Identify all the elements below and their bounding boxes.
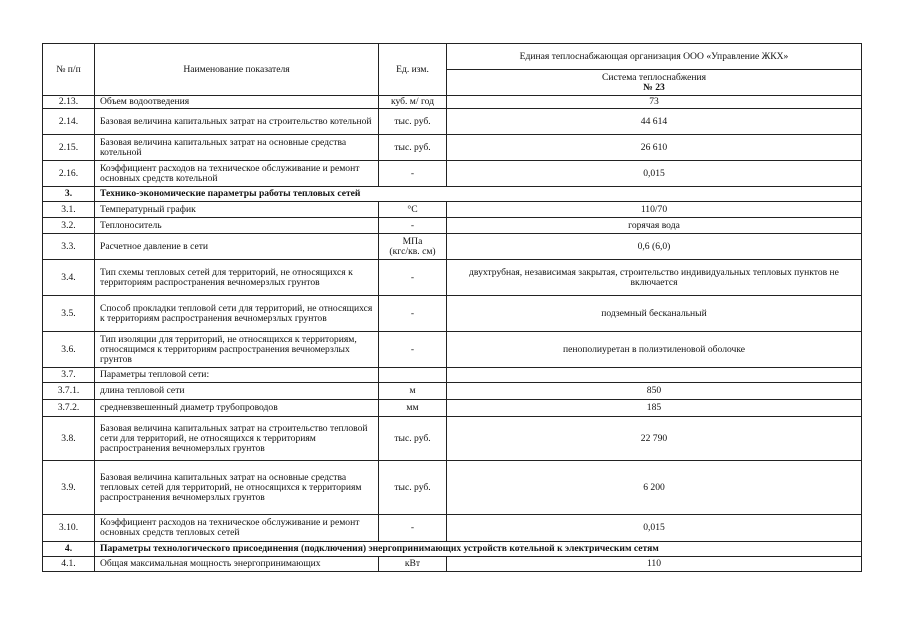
row-unit: м xyxy=(379,383,447,400)
table-row xyxy=(43,461,862,515)
row-unit: - xyxy=(379,260,447,296)
row-num: 2.13. xyxy=(43,96,95,109)
row-name: средневзвешенный диаметр трубопроводов xyxy=(95,400,379,417)
header-system-num: № 23 xyxy=(643,81,665,93)
header-row xyxy=(43,44,862,70)
table-row xyxy=(43,161,862,187)
row-value: 73 xyxy=(447,96,862,109)
row-num: 3.2. xyxy=(43,218,95,234)
row-value: пенополиуретан в полиэтиленовой оболочке xyxy=(447,332,862,368)
table-row xyxy=(43,218,862,234)
section-row xyxy=(43,542,862,557)
table-row xyxy=(43,296,862,332)
row-value: 22 790 xyxy=(447,417,862,461)
table-row xyxy=(43,332,862,368)
row-num: 2.16. xyxy=(43,161,95,187)
row-value: 44 614 xyxy=(447,109,862,135)
section-num: 3. xyxy=(43,187,95,202)
row-num: 3.6. xyxy=(43,332,95,368)
row-unit: °С xyxy=(379,202,447,218)
row-name: Объем водоотведения xyxy=(95,96,379,109)
row-name: Теплоноситель xyxy=(95,218,379,234)
row-unit xyxy=(379,368,447,383)
row-unit: мм xyxy=(379,400,447,417)
table-row xyxy=(43,260,862,296)
row-value: 0,015 xyxy=(447,515,862,542)
table-row xyxy=(43,135,862,161)
indicators-table xyxy=(42,43,862,572)
header-org: Единая теплоснабжающая организация ООО «Управление ЖКХ» xyxy=(447,44,862,70)
row-num: 3.7.1. xyxy=(43,383,95,400)
row-value: подземный бесканальный xyxy=(447,296,862,332)
row-name: Базовая величина капитальных затрат на строительство тепловой сети для территорий, не относящихся к территориям распространения вечномерзлых грунтов xyxy=(95,417,379,461)
table-row xyxy=(43,109,862,135)
row-name: длина тепловой сети xyxy=(95,383,379,400)
row-name: Базовая величина капитальных затрат на основные средства тепловых сетей для территорий, не относящихся к территориям распространения вечномерзлых грунтов xyxy=(95,461,379,515)
row-name: Расчетное давление в сети xyxy=(95,234,379,260)
row-unit: тыс. руб. xyxy=(379,109,447,135)
table-row xyxy=(43,96,862,109)
row-value: 26 610 xyxy=(447,135,862,161)
row-num: 3.8. xyxy=(43,417,95,461)
row-unit xyxy=(379,234,447,260)
row-num: 3.1. xyxy=(43,202,95,218)
row-unit: тыс. руб. xyxy=(379,135,447,161)
row-unit: - xyxy=(379,515,447,542)
row-value: 850 xyxy=(447,383,862,400)
row-name: Способ прокладки тепловой сети для территорий, не относящихся к территориям распространения вечномерзлых грунтов xyxy=(95,296,379,332)
row-name: Тип изоляции для территорий, не относящихся к территориям, относящимся к территориям распространения вечномерзлых грунтов xyxy=(95,332,379,368)
table-row xyxy=(43,383,862,400)
row-value: горячая вода xyxy=(447,218,862,234)
section-title: Параметры технологического присоединения (подключения) энергопринимающих устройств котельной к электрическим сетям xyxy=(95,542,862,557)
row-num: 3.9. xyxy=(43,461,95,515)
row-unit: куб. м/ год xyxy=(379,96,447,109)
section-row xyxy=(43,187,862,202)
table-row xyxy=(43,368,862,383)
row-value: 110/70 xyxy=(447,202,862,218)
table-row xyxy=(43,515,862,542)
row-name: Базовая величина капитальных затрат на основные средства котельной xyxy=(95,135,379,161)
row-unit: кВт xyxy=(379,557,447,572)
row-unit: - xyxy=(379,296,447,332)
row-num: 3.5. xyxy=(43,296,95,332)
section-title: Технико-экономические параметры работы тепловых сетей xyxy=(95,187,862,202)
header-num: № п/п xyxy=(43,44,95,96)
row-value: 0,6 (6,0) xyxy=(447,234,862,260)
table-row xyxy=(43,400,862,417)
section-num: 4. xyxy=(43,542,95,557)
unit-line: (кгс/кв. см) xyxy=(389,245,436,257)
row-num: 3.7. xyxy=(43,368,95,383)
header-unit: Ед. изм. xyxy=(379,44,447,96)
row-unit: - xyxy=(379,218,447,234)
row-name: Общая максимальная мощность энергопринимающих xyxy=(95,557,379,572)
row-name: Коэффициент расходов на техническое обслуживание и ремонт основных средств тепловых сетей xyxy=(95,515,379,542)
row-num: 2.14. xyxy=(43,109,95,135)
row-unit: - xyxy=(379,161,447,187)
unit-line: МПа xyxy=(402,235,423,247)
row-unit: - xyxy=(379,332,447,368)
row-name: Температурный график xyxy=(95,202,379,218)
row-unit: тыс. руб. xyxy=(379,461,447,515)
row-name: Тип схемы тепловых сетей для территорий, не относящихся к территориям распространения вечномерзлых грунтов xyxy=(95,260,379,296)
row-num: 3.7.2. xyxy=(43,400,95,417)
header-system-label: Система теплоснабжения xyxy=(601,71,707,83)
row-num: 3.3. xyxy=(43,234,95,260)
header-name: Наименование показателя xyxy=(95,44,379,96)
row-num: 3.4. xyxy=(43,260,95,296)
row-num: 3.10. xyxy=(43,515,95,542)
row-name: Параметры тепловой сети: xyxy=(95,368,379,383)
row-num: 2.15. xyxy=(43,135,95,161)
row-name: Базовая величина капитальных затрат на строительство котельной xyxy=(95,109,379,135)
table-row xyxy=(43,202,862,218)
row-value: 0,015 xyxy=(447,161,862,187)
row-name: Коэффициент расходов на техническое обслуживание и ремонт основных средств котельной xyxy=(95,161,379,187)
table-row xyxy=(43,417,862,461)
header-system xyxy=(447,70,862,96)
row-value: 6 200 xyxy=(447,461,862,515)
row-value: двухтрубная, независимая закрытая, строительство индивидуальных тепловых пунктов не включается xyxy=(447,260,862,296)
row-value xyxy=(447,368,862,383)
table-row xyxy=(43,557,862,572)
table-row xyxy=(43,234,862,260)
row-num: 4.1. xyxy=(43,557,95,572)
row-value: 110 xyxy=(447,557,862,572)
row-unit: тыс. руб. xyxy=(379,417,447,461)
row-value: 185 xyxy=(447,400,862,417)
